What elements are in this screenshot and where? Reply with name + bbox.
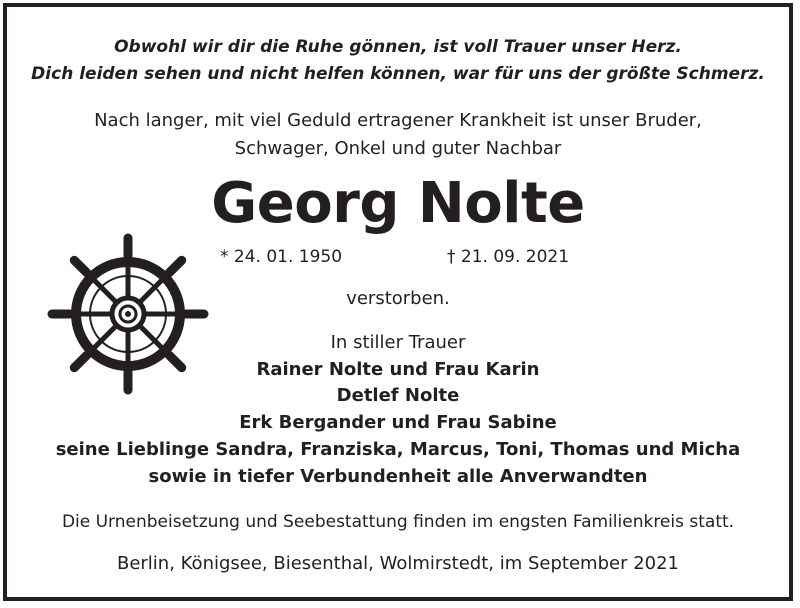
ship-wheel-icon [45,231,211,397]
mourner-line: Erk Bergander und Frau Sabine [239,412,557,433]
mourner-line: sowie in tiefer Verbundenheit alle Anverwandten [148,466,648,487]
obituary-notice [3,3,793,601]
deceased-name: Georg Nolte [211,171,585,236]
burial-info: Die Urnenbeisetzung und Seebestattung finden im engsten Familienkreis statt. [61,512,735,532]
status-text: verstorben. [346,288,450,309]
verse-line-2: Dich leiden sehen und nicht helfen können, war für uns der größte Schmerz. [31,64,765,84]
intro-line-2: Schwager, Onkel und guter Nachbar [234,138,562,159]
mourning-heading: In stiller Trauer [330,332,466,353]
verse-line-1: Obwohl wir dir die Ruhe gönnen, ist voll Trauer unser Herz. [114,37,682,57]
place-date: Berlin, Königsee, Biesenthal, Wolmirstedt, im September 2021 [116,553,680,574]
mourner-line: Rainer Nolte und Frau Karin [256,359,540,380]
death-date: † 21. 09. 2021 [447,247,570,267]
intro-line-1: Nach langer, mit viel Geduld ertragener Krankheit ist unser Bruder, [94,110,702,131]
mourner-line: Detlef Nolte [336,385,460,406]
mourner-line: seine Lieblinge Sandra, Franziska, Marcus, Toni, Thomas und Micha [55,439,741,460]
birth-date: * 24. 01. 1950 [220,247,343,267]
